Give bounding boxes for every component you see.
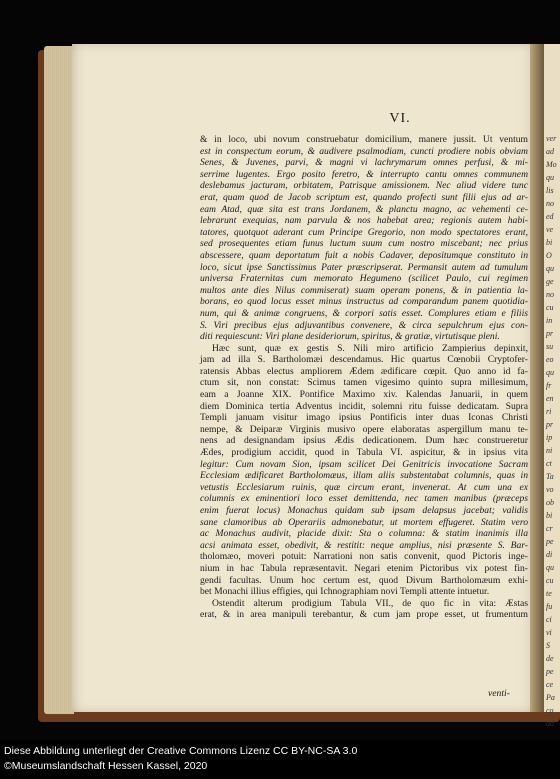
- image-caption: [4, 744, 556, 774]
- facing-page-edge: [544, 44, 560, 728]
- facing-page-fragment: ct: [546, 459, 552, 468]
- facing-page-fragment: eo: [546, 355, 554, 364]
- facing-page-fragment: bi: [546, 511, 553, 520]
- facing-page-fragment: en: [546, 394, 554, 403]
- text-line: erat, quam quod de Jacob scriptum est, quando profecti sunt filii ejus ad ar-: [200, 191, 528, 203]
- text-line: multos ante dies Nilus commiserat) suam operam ponens, & in patientia la-: [200, 284, 528, 296]
- text-line: acsi animata esset, obedivit, & restitit: neque amplius, nisi præsente S. Bar-: [200, 539, 528, 551]
- facing-page-fragment: pe: [546, 537, 554, 546]
- text-line: nempe, & Deiparæ Virginis musivo opere elaboratas aspergillum manu te-: [200, 423, 528, 435]
- facing-page-fragment: no: [546, 290, 554, 299]
- facing-page-fragment: di: [546, 550, 553, 559]
- facing-page-fragment: Mo: [546, 160, 557, 169]
- page-edges: [44, 46, 74, 714]
- facing-page-fragment: te: [546, 589, 552, 598]
- text-line: abscessere, quam deportatum fuit a nobis Cadaver, depositumque constituto in: [200, 249, 528, 261]
- text-line: sed prosequentes etiam funus luctum suum cum nostro miscebant; nec prius: [200, 238, 528, 250]
- copyright-line: ©Museumslandschaft Hessen Kassel, 2020: [4, 760, 208, 772]
- text-line: bet Monachi illius effigies, qui Ichnographiam novi Templi attente intuetur.: [200, 586, 490, 598]
- facing-page-fragment: O: [546, 251, 552, 260]
- text-line: Ecclesiam ædificaret Bartholomæus, illam aliis substentabat columnis, quas in: [200, 470, 528, 482]
- facing-page-fragment: vo: [546, 485, 554, 494]
- license-line: Diese Abbildung unterliegt der Creative Commons Lizenz CC BY-NC-SA 3.0: [4, 745, 358, 757]
- facing-page-fragment: cu: [546, 303, 554, 312]
- facing-page-fragment: ni: [546, 446, 553, 455]
- facing-page-fragment: cr: [546, 524, 553, 533]
- text-line: loco, sicut ipse Sanctissimus Pater præscripserat. Permansit autem ad tumulum: [200, 261, 528, 273]
- facing-page-fragment: fu: [546, 602, 553, 611]
- text-line: ratensis Abbas electus ampliorem Ædem ædificare cœpit. Quo anno id fa-: [200, 365, 528, 377]
- facing-page-fragment: su: [546, 342, 554, 351]
- facing-page-fragment: qu: [546, 563, 554, 572]
- facing-page-fragment: ge: [546, 277, 554, 286]
- text-line: S. Viri precibus ejus adjuvantibus convenere, & circa sepulchrum ejus con-: [200, 319, 528, 331]
- facing-page-fragment: ve: [546, 225, 554, 234]
- facing-page-fragment: in: [546, 316, 553, 325]
- text-line: sane clamoribus ab Operariis admonebatur, ut mortem effugeret. Statim vero: [200, 516, 528, 528]
- facing-page-fragment: pe: [546, 667, 554, 676]
- text-line: diti requiescunt: Viri plane desideriorum, spiritus, & gratiæ, virtutisque pleni.: [200, 331, 500, 343]
- facing-page-fragment: co: [546, 706, 554, 715]
- text-line: columnis ex eminentiori loco esset demittenda, nec tamen manibus (præceps: [200, 493, 528, 505]
- text-line: jam ad illa S. Bartholomæi descendamus. Hic quartus Cœnobii Cryptofer-: [200, 354, 528, 366]
- facing-page-fragment: pr: [546, 420, 554, 429]
- text-line: eam Atad, quæ sita est trans Jordanem, & planctu magno, ac vehementi ce-: [200, 203, 528, 215]
- facing-page-fragment: S: [546, 641, 550, 650]
- facing-page-fragment: Ta: [546, 472, 554, 481]
- text-line: & in loco, ubi novum construebatur domicilium, manere jussit. Ut ventum: [200, 134, 528, 145]
- facing-page-fragment: ci: [546, 615, 552, 624]
- facing-page-fragment: ad: [546, 147, 554, 156]
- text-line: eam a Joanne XIX. Pontifice Maximo xiv. Kalendas Januarii, in quem: [200, 389, 528, 401]
- facing-page-fragment: vi: [546, 628, 552, 637]
- text-line: ac Monachus audivit, placide dixit: Sta o columna: & statim inanimis illa: [200, 528, 528, 540]
- text-line: Senes, & Juvenes, parvi, & magni vi lachrymarum omnes perfusi, & mi-: [200, 157, 528, 169]
- text-line: tholomæo, moveri potuit: Narrationi non satis convenit, quod Pictoris inge-: [200, 551, 528, 563]
- text-line: erat, & in area manipuli terebantur, & cum jam prope esset, ut frumentum: [200, 609, 528, 621]
- facing-page-fragment: ob: [546, 498, 554, 507]
- facing-page-fragment: qu: [546, 368, 554, 377]
- text-line: est in conspectum eorum, & audivere psalmodiam, cuncti prodiere nobis obviam: [200, 145, 528, 157]
- text-line: universa Fraternitas cum memorato Hegumeno (scilicet Paulo, cui regimen: [200, 273, 528, 285]
- text-line: lebrarunt exequias, nam parvula & nos habebat area; regionis autem habi-: [200, 215, 528, 227]
- facing-page-fragment: bi: [546, 238, 553, 247]
- text-line: serrime lugentes. Ergo posito feretro, & interrupto cantu omnes communem: [200, 168, 528, 180]
- text-line: Hæc sunt, quæ ex gestis S. Nili miro artificio Zampierius depinxit,: [212, 342, 528, 354]
- text-line: diem Dominica tertia Adventus incidit, solemni ritu fuisse dedicatam. Supra: [200, 400, 528, 412]
- text-line: borans, eo quod locus esset minus instructus ad comparandum panem quotidia-: [200, 296, 528, 308]
- text-line: tatores, quotquot aderant cum Principe Gregorio, non modo spectatores erant,: [200, 226, 528, 238]
- facing-page-fragment: ce: [546, 680, 554, 689]
- body-text: [200, 134, 528, 621]
- facing-page-fragment: pr: [546, 329, 554, 338]
- text-line: deslebamus jacturam, orbitatem, Patrisque amissionem. Nec aliud videre tunc: [200, 180, 528, 192]
- book-gutter: [530, 44, 544, 712]
- text-line: ctum sit, non constat: Scimus tamen vigesimo quinto supra millesimum,: [200, 377, 528, 389]
- facing-page-fragment: ad: [546, 719, 554, 728]
- text-line: vetustis Ecclesiarum ruinis, quæ circum erant, invenerat. At cum una ex: [200, 481, 528, 493]
- facing-page-fragment: lis: [546, 186, 554, 195]
- text-line: nium in hac Tabula repræsentavit. Negari etenim Pictoribus vix potest fin-: [200, 562, 528, 574]
- text-line: Templi januam visitur imago ipsius Pontificis inter duas Iconas Christi: [200, 412, 528, 424]
- facing-page-fragment: cu: [546, 576, 554, 585]
- text-line: nens ad designandam ipsius Ædis dedicationem. Dum hæc construeretur: [200, 435, 528, 447]
- facing-page-fragment: fr: [546, 381, 552, 390]
- facing-page-fragment: ip: [546, 433, 553, 442]
- facing-page-fragment: no: [546, 199, 554, 208]
- facing-page-fragment: ver: [546, 134, 557, 143]
- facing-page-fragment: qu: [546, 173, 554, 182]
- text-line: legitur: Cum novam Sion, ipsam scilicet Dei Genitricis invocatione Sacram: [200, 458, 528, 470]
- facing-page-fragment: qu: [546, 264, 554, 273]
- text-line: Ostendit alterum prodigium Tabula VII., de quo fic in vita: Æstas: [212, 597, 528, 609]
- text-line: num, qui & animæ congruens, & corpori satis esset. Complures etiam e filiis: [200, 307, 528, 319]
- catchword: venti-: [488, 688, 510, 699]
- facing-page-fragment: Pa: [546, 693, 555, 702]
- text-line: gendi facultas. Unum hoc certum est, quod Divum Bartholomæum exhi-: [200, 574, 528, 586]
- facing-page-fragment: ed: [546, 212, 554, 221]
- page-number: VI.: [389, 111, 411, 126]
- text-line: enim fuerat locus) Monachus quidam sub ipsam delapsus jacebat; validis: [200, 505, 528, 516]
- facing-page-fragment: ri: [546, 407, 552, 416]
- facing-page-fragment: de: [546, 654, 554, 663]
- text-line: Ædes, prodigium accidit, quod in Tabula VI. aspicitur, & in ipsius vita: [200, 447, 528, 459]
